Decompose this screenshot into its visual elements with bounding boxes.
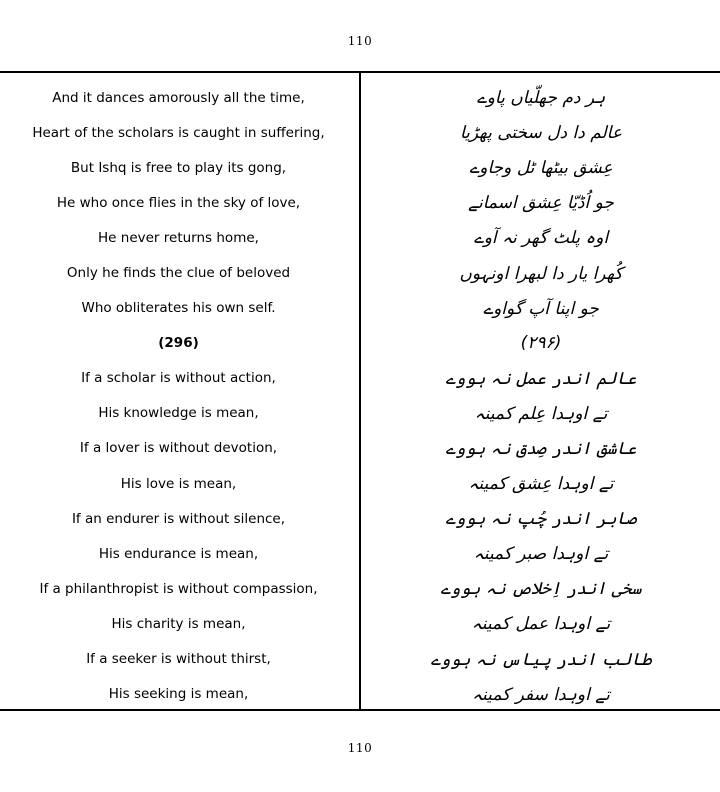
column-divider: [359, 72, 361, 709]
punjabi-verse-line: تے اوہدا عِشق کمینہ: [468, 474, 614, 495]
english-verse-line: If a lover is without devotion,: [79, 440, 278, 457]
punjabi-verse-line: تے اوہدا عمل کمینہ: [471, 614, 611, 635]
english-verse-line: If a philanthropist is without compassion,: [39, 580, 318, 597]
punjabi-verse-column: [362, 80, 720, 712]
english-verse-line: His charity is mean,: [111, 615, 246, 632]
punjabi-verse-line: اوہ پلٹ گھر نہ آوے: [473, 228, 609, 249]
english-verse-line: And it dances amorously all the time,: [52, 89, 305, 106]
english-verse-line: Heart of the scholars is caught in suffering,: [32, 124, 325, 141]
english-verse-line: (296): [158, 335, 199, 352]
english-verse-line: Who obliterates his own self.: [81, 300, 276, 317]
english-verse-line: His endurance is mean,: [98, 545, 259, 562]
english-verse-line: If a seeker is without thirst,: [86, 651, 271, 668]
punjabi-verse-line: عالم اندر عمل نہ ہووے: [445, 368, 637, 389]
punjabi-verse-line: کُھرا یار دا لبھرا اونہوں: [459, 263, 623, 284]
english-verse-line: If an endurer is without silence,: [71, 510, 286, 527]
punjabi-verse-line: صابر اندر چُپ نہ ہووے: [445, 509, 637, 530]
english-verse-line: His love is mean,: [120, 475, 237, 492]
punjabi-verse-line: تے اوہدا سفر کمینہ: [472, 684, 610, 705]
english-verse-line: His seeking is mean,: [108, 686, 249, 703]
punjabi-verse-line: تے اوہدا عِلم کمینہ: [474, 403, 608, 424]
page-number-top: 110: [347, 34, 373, 48]
english-verse-line: His knowledge is mean,: [98, 405, 259, 422]
punjabi-verse-line: ہر دم جھلّیاں پاوے: [476, 88, 606, 109]
punjabi-verse-line: تے اوہدا صبر کمینہ: [473, 544, 609, 565]
bottom-rule: [0, 709, 720, 711]
english-translation-column: [0, 80, 357, 712]
page-number-bottom: 110: [347, 741, 373, 755]
punjabi-verse-line: سخی اندر اِخلاص نہ ہووے: [440, 579, 642, 600]
english-verse-line: If a scholar is without action,: [81, 370, 276, 387]
punjabi-verse-line: جو اُڈیّا عِشق اسمانے: [468, 193, 614, 214]
english-verse-line: But Ishq is free to play its gong,: [70, 159, 287, 176]
punjabi-verse-line: عالم دا دل سختی پھڑیا: [459, 122, 623, 143]
english-verse-line: He who once flies in the sky of love,: [56, 194, 301, 211]
english-verse-line: Only he finds the clue of beloved: [66, 265, 291, 282]
punjabi-verse-line: جو اپنا آپ گواوے: [483, 298, 599, 319]
punjabi-verse-line: عاشق اندر صِدق نہ ہووے: [445, 438, 637, 459]
punjabi-verse-line: عِشق بیٹھا ٹل وجاوے: [469, 158, 613, 179]
punjabi-verse-line: طالب اندر پیاس نہ ہووے: [430, 649, 652, 670]
punjabi-verse-line: (۲۹۶): [520, 333, 562, 354]
english-verse-line: He never returns home,: [98, 229, 259, 246]
